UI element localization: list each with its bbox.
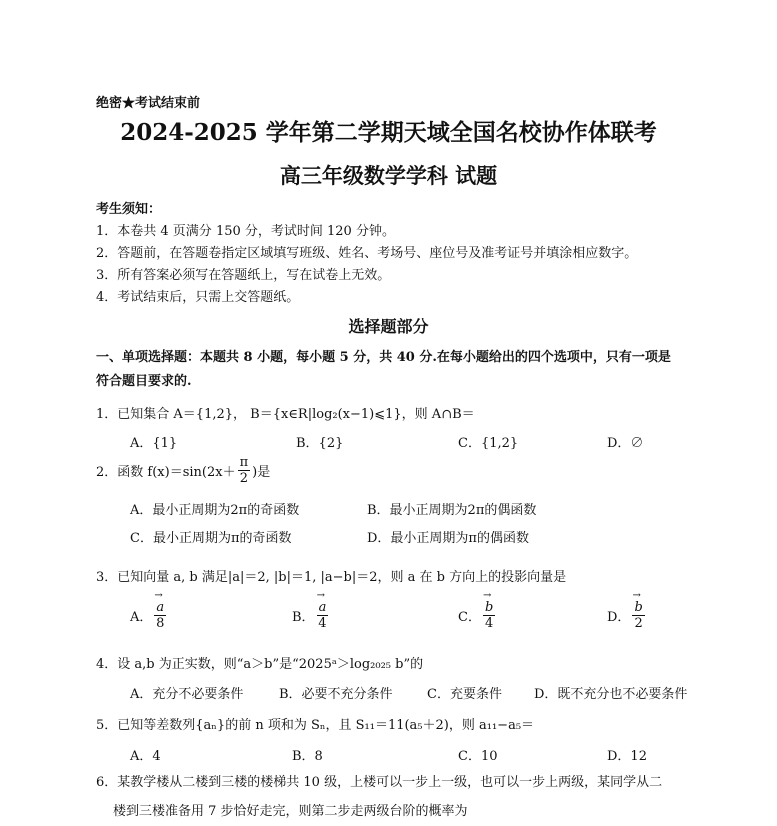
q4-option-a: A．充分不必要条件	[130, 687, 244, 702]
q3-option-d	[607, 601, 647, 630]
q3-option-den: 2	[634, 616, 643, 631]
q5-option-c: C．10	[458, 749, 498, 764]
q5-option-a: A．4	[130, 749, 161, 764]
q1-option-b: B．{2}	[296, 436, 344, 451]
notice-heading: 考生须知：	[96, 202, 162, 217]
part1-instructions: 一、单项选择题：本题共 8 小题，每小题 5 分，共 40 分.在每小题给出的四个选项中，只有一项是	[96, 350, 671, 365]
q3-option-letter: A．	[130, 610, 153, 625]
q3-option-num: → a	[317, 601, 329, 616]
question-2	[96, 456, 270, 485]
q3-option-num: → b	[632, 601, 644, 616]
question-1: 1．已知集合 A＝{1,2}， B＝{x∈R|log₂(x−1)⩽1}，则 A∩B＝	[96, 407, 475, 422]
q5-option-b: B．8	[292, 749, 323, 764]
q1-option-c: C．{1,2}	[458, 436, 519, 451]
q3-option-den: 8	[156, 616, 165, 631]
q5-option-d: D．12	[607, 749, 647, 764]
q3-option-letter: B．	[292, 610, 315, 625]
q3-option-num: → a	[154, 601, 166, 616]
exam-subtitle: 高三年级数学学科 试题	[279, 163, 498, 188]
question-5: 5．已知等差数列{aₙ}的前 n 项和为 Sₙ，且 S₁₁＝11(a₅＋2)，则 a₁₁−a₅＝	[96, 718, 535, 733]
q3-option-c	[458, 601, 497, 630]
q3-option-num: → b	[483, 601, 495, 616]
q3-option-letter: C．	[458, 610, 481, 625]
section-title: 选择题部分	[348, 317, 429, 336]
q1-option-d: D．∅	[607, 436, 644, 451]
secret-label: 绝密★考试结束前	[96, 96, 201, 111]
notice-item: 1．本卷共 4 页满分 150 分，考试时间 120 分钟。	[96, 224, 395, 239]
q2-fraction	[238, 456, 251, 485]
q4-option-d: D．既不充分也不必要条件	[534, 687, 688, 702]
question-6-cont: 楼到三楼准备用 7 步恰好走完，则第二步走两级台阶的概率为	[113, 804, 468, 819]
q2-option-a: A．最小正周期为2π的奇函数	[130, 503, 300, 518]
q3-option-b	[292, 601, 330, 630]
notice-item: 2．答题前，在答题卷指定区域填写班级、姓名、考场号、座位号及准考证号并填涂相应数字。	[96, 246, 638, 261]
q2-prefix: 2．函数 f(x)＝sin(2x＋	[96, 465, 236, 480]
q3-option-den: 4	[318, 616, 327, 631]
q2-option-d: D．最小正周期为π的偶函数	[367, 531, 529, 546]
question-6: 6．某教学楼从二楼到三楼的楼梯共 10 级，上楼可以一步上一级，也可以一步上两级，某同学从二	[96, 775, 663, 790]
q4-option-b: B．必要不充分条件	[279, 687, 393, 702]
q3-option-letter: D．	[607, 610, 631, 625]
question-3: 3．已知向量 a, b 满足|a|＝2, |b|＝1, |a−b|＝2，则 a 在 b 方向上的投影向量是	[96, 570, 567, 585]
q2-option-b: B．最小正周期为2π的偶函数	[367, 503, 537, 518]
notice-item: 4．考试结束后，只需上交答题纸。	[96, 290, 300, 305]
q1-option-a: A．{1}	[130, 436, 178, 451]
q2-option-c: C．最小正周期为π的奇函数	[130, 531, 292, 546]
q2-suffix: )是	[252, 465, 271, 480]
q2-fraction-num: π	[239, 455, 249, 470]
exam-title: 2024-2025 学年第二学期天域全国名校协作体联考	[120, 119, 657, 146]
notice-item: 3．所有答案必须写在答题纸上，写在试卷上无效。	[96, 268, 391, 283]
q3-option-a	[130, 601, 168, 630]
question-4: 4．设 a,b 为正实数，则“a＞b”是“2025ᵃ＞log₂₀₂₅ b”的	[96, 657, 424, 672]
part1-instructions-cont: 符合题目要求的.	[96, 374, 192, 389]
q3-option-den: 4	[484, 616, 494, 631]
q2-fraction-den: 2	[239, 471, 248, 486]
q4-option-c: C．充要条件	[427, 687, 502, 702]
